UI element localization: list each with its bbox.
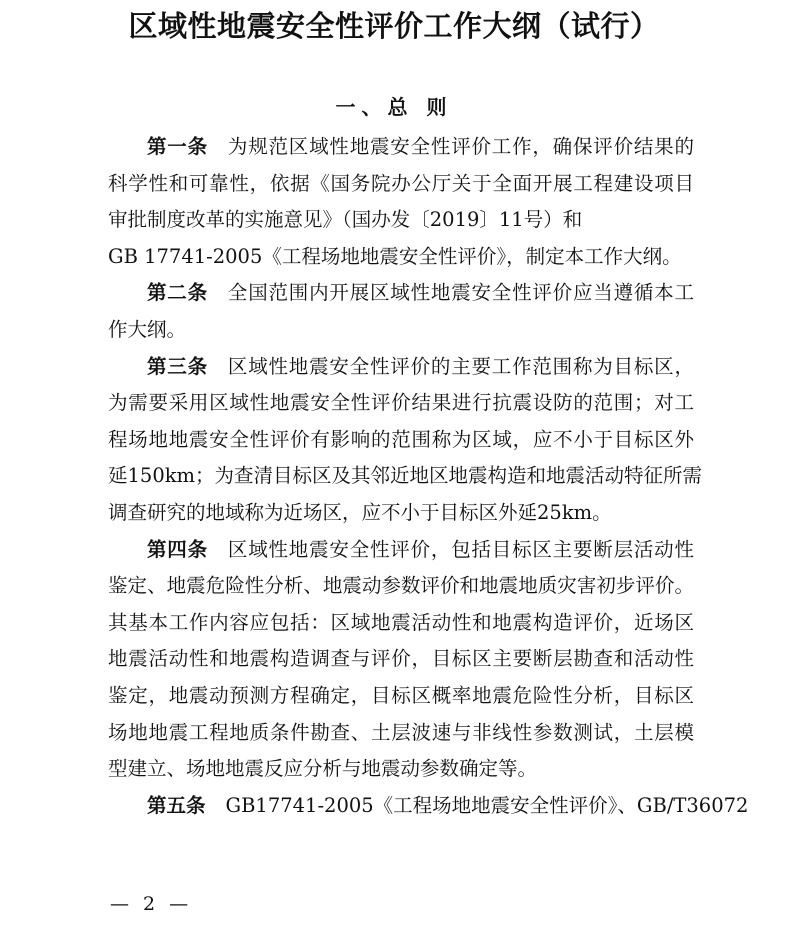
article-4-line-1 [108, 532, 694, 569]
article-1-label: 第一条 [147, 135, 208, 158]
article-3-line-2: 为需要采用区域性地震安全性评价结果进行抗震设防的范围；对工 [108, 391, 694, 415]
article-5-label: 第五条 [147, 793, 206, 817]
article-4-line-7: 型建立、场地地震反应分析与地震动参数确定等。 [108, 757, 538, 781]
page-number: — 2 — [110, 893, 193, 915]
article-4-text-1: 区域性地震安全性评价，包括目标区主要断层活动性 [227, 537, 694, 561]
article-5-line-1 [108, 788, 749, 825]
article-3-line-1 [108, 349, 694, 386]
document-body [108, 129, 749, 824]
document-title: 区域性地震安全性评价工作大纲（试行） [128, 9, 660, 43]
article-3-label: 第三条 [147, 354, 208, 378]
article-3-line-4: 延150km；为查清目标区及其邻近地区地震构造和地震活动特征所需 [108, 464, 703, 488]
article-3-line-3: 程场地地震安全性评价有影响的范围称为区域，应不小于目标区外 [108, 427, 694, 451]
article-4-label: 第四条 [147, 537, 208, 561]
article-2-line-1 [108, 275, 694, 312]
article-5-text-1: GB17741-2005《工程场地地震安全性评价》、GB/T36072 [225, 793, 749, 817]
article-4-line-6: 场地地震工程地质条件勘查、土层波速与非线性参数测试，土层模 [108, 720, 694, 744]
article-2-text-1: 全国范围内开展区域性地震安全性评价应当遵循本工 [227, 281, 694, 305]
article-1-text-1: 为规范区域性地震安全性评价工作，确保评价结果的 [227, 135, 694, 158]
article-2-line-2: 作大纲。 [108, 317, 187, 341]
section-heading: 一、总 则 [335, 95, 453, 119]
article-4-line-3: 其基本工作内容应包括：区域地震活动性和地震构造评价，近场区 [108, 610, 694, 634]
article-3-line-5: 调查研究的地域称为近场区，应不小于目标区外延25km。 [108, 500, 612, 524]
article-1-line-3: 审批制度改革的实施意见》（国办发〔2019〕11号）和 [108, 208, 583, 232]
article-4-line-5: 鉴定，地震动预测方程确定，目标区概率地震危险性分析，目标区 [108, 683, 694, 707]
article-1-line-1 [108, 129, 694, 166]
article-2-label: 第二条 [147, 281, 208, 305]
article-4-line-2: 鉴定、地震危险性分析、地震动参数评价和地震地质灾害初步评价。 [108, 574, 694, 598]
article-1-line-2: 科学性和可靠性，依据《国务院办公厅关于全面开展工程建设项目 [108, 171, 694, 195]
article-1-line-4: GB 17741-2005《工程场地地震安全性评价》，制定本工作大纲。 [108, 244, 682, 268]
article-4-line-4: 地震活动性和地震构造调查与评价，目标区主要断层勘查和活动性 [108, 647, 694, 671]
article-3-text-1: 区域性地震安全性评价的主要工作范围称为目标区， [227, 354, 694, 378]
